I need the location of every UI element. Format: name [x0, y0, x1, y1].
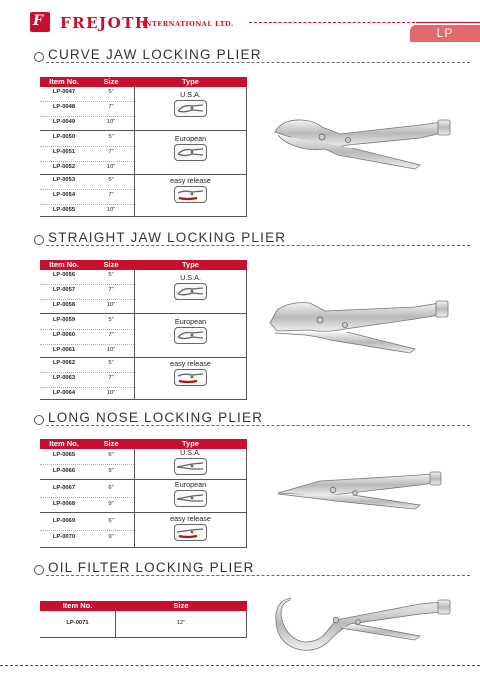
header-rule: [416, 22, 480, 23]
section-rule: [46, 575, 470, 576]
type-label: easy release: [170, 176, 211, 185]
table-header: [40, 601, 247, 611]
item-size: 7": [108, 192, 114, 198]
item-size: 7": [108, 287, 114, 293]
item-size: 10": [106, 119, 116, 125]
row-divider: [40, 344, 134, 345]
section-title-text: CURVE JAW LOCKING PLIER: [48, 47, 265, 62]
row-divider: [40, 329, 134, 330]
section-rule: [46, 62, 470, 63]
bullet-circle-icon: [34, 565, 44, 575]
item-size: 6": [108, 485, 114, 491]
type-usa: [134, 448, 247, 479]
header-type: Type: [182, 260, 199, 269]
group-divider: [40, 130, 247, 131]
group-divider: [40, 174, 247, 175]
easy-release-jaw-icon: [174, 369, 207, 386]
column-divider: [115, 611, 116, 637]
header-divider: [249, 22, 415, 23]
brand-name: FREJOTH: [60, 14, 151, 32]
table-header: [40, 260, 247, 270]
easy-release-jaw-icon: [174, 524, 207, 541]
item-no: LP-0061: [52, 347, 76, 353]
header-size: Size: [173, 601, 189, 610]
section-title-curve-jaw: [30, 46, 470, 64]
row-divider: [40, 284, 134, 285]
row-divider: [40, 372, 134, 373]
item-size: 5": [108, 177, 114, 183]
row-divider: [40, 387, 134, 388]
table-border: [40, 637, 247, 638]
bullet-circle-icon: [34, 235, 44, 245]
brand-logo: [30, 12, 50, 32]
type-european: [134, 317, 247, 348]
row-divider: [40, 299, 134, 300]
european-jaw-icon: [174, 490, 207, 507]
item-no: LP-0064: [52, 390, 76, 396]
item-size: 10": [106, 390, 116, 396]
item-size: 9": [108, 501, 114, 507]
item-no: LP-0051: [52, 149, 76, 155]
straight-jaw-table: [40, 260, 247, 399]
item-size: 5": [108, 272, 114, 278]
item-no: LP-0069: [52, 518, 76, 524]
item-no: LP-0070: [52, 534, 76, 540]
item-size: 9": [108, 534, 114, 540]
item-no: LP-0060: [52, 332, 76, 338]
type-label: European: [174, 317, 207, 326]
item-no: LP-0049: [52, 119, 76, 125]
type-label: U.S.A.: [180, 273, 201, 282]
item-size: 10": [106, 347, 116, 353]
item-size: 6": [108, 452, 114, 458]
long-nose-plier-image: [275, 465, 460, 530]
item-size: 7": [108, 104, 114, 110]
header-type: Type: [182, 77, 199, 86]
section-title-straight-jaw: [30, 229, 470, 247]
table-header: [40, 77, 247, 87]
section-title-text: OIL FILTER LOCKING PLIER: [48, 560, 258, 575]
european-jaw-icon: [174, 144, 207, 161]
oil-filter-table: [40, 601, 247, 637]
table-border: [246, 611, 247, 637]
table-border: [40, 547, 247, 548]
item-size: 7": [108, 149, 114, 155]
item-no: LP-0052: [52, 164, 76, 170]
type-european: [134, 134, 247, 165]
section-title-text: STRAIGHT JAW LOCKING PLIER: [48, 230, 289, 245]
item-no: LP-0048: [52, 104, 76, 110]
curve-jaw-plier-image: [270, 107, 460, 182]
section-title-long-nose: [30, 409, 470, 427]
header-size: Size: [103, 439, 119, 448]
item-no: LP-0056: [52, 272, 76, 278]
item-size: 10": [106, 207, 116, 213]
section-title-text: LONG NOSE LOCKING PLIER: [48, 410, 266, 425]
item-size: 5": [108, 317, 114, 323]
type-easy-release: [134, 514, 247, 545]
european-jaw-icon: [174, 327, 207, 344]
item-size: 7": [108, 375, 114, 381]
group-divider: [40, 357, 247, 358]
section-rule: [46, 425, 470, 426]
item-size: 10": [106, 164, 116, 170]
item-no: LP-0062: [52, 360, 76, 366]
item-no: LP-0066: [52, 468, 76, 474]
row-divider: [40, 464, 134, 465]
item-no: LP-0063: [52, 375, 76, 381]
item-size: 10": [106, 302, 116, 308]
type-easy-release: [134, 359, 247, 390]
row-divider: [40, 204, 134, 205]
logo-letter: F: [33, 13, 43, 29]
usa-jaw-icon: [174, 458, 207, 475]
item-no: LP-0071: [66, 620, 89, 626]
group-divider: [40, 313, 247, 314]
category-tab: LP: [410, 25, 480, 42]
row-divider: [40, 116, 134, 117]
type-label: U.S.A.: [180, 448, 201, 457]
item-no: LP-0050: [52, 134, 76, 140]
item-no: LP-0065: [52, 452, 76, 458]
item-no: LP-0055: [52, 207, 76, 213]
usa-jaw-icon: [174, 100, 207, 117]
footer-divider: [0, 665, 480, 666]
oil-filter-plier-image: [270, 590, 460, 658]
easy-release-jaw-icon: [174, 186, 207, 203]
header-item-no: Item No.: [62, 601, 93, 610]
header-item-no: Item No.: [49, 77, 79, 86]
header-item-no: Item No.: [49, 260, 79, 269]
row-divider: [40, 497, 134, 498]
type-label: U.S.A.: [180, 90, 201, 99]
section-title-oil-filter: [30, 559, 470, 577]
section-rule: [46, 245, 470, 246]
bullet-circle-icon: [34, 415, 44, 425]
item-size: 5": [108, 134, 114, 140]
item-no: LP-0067: [52, 485, 76, 491]
table-border: [40, 216, 247, 217]
item-no: LP-0047: [52, 89, 76, 95]
type-label: easy release: [170, 359, 211, 368]
item-size: 9": [108, 468, 114, 474]
brand-subtitle: INTERNATIONAL LTD.: [142, 20, 234, 28]
row-divider: [40, 146, 134, 147]
item-no: LP-0057: [52, 287, 76, 293]
type-label: European: [174, 134, 207, 143]
item-no: LP-0068: [52, 501, 76, 507]
header-item-no: Item No.: [49, 439, 79, 448]
straight-jaw-plier-image: [265, 285, 460, 365]
row-divider: [40, 189, 134, 190]
type-label: European: [174, 480, 207, 489]
item-no: LP-0059: [52, 317, 76, 323]
header-size: Size: [103, 77, 119, 86]
header-size: Size: [103, 260, 119, 269]
bullet-circle-icon: [34, 52, 44, 62]
row-divider: [40, 161, 134, 162]
group-divider: [40, 512, 247, 513]
usa-jaw-icon: [174, 283, 207, 300]
type-label: easy release: [170, 514, 211, 523]
row-divider: [40, 530, 134, 531]
item-no: LP-0058: [52, 302, 76, 308]
item-size: 12": [176, 620, 186, 626]
row-divider: [40, 101, 134, 102]
table-border: [40, 399, 247, 400]
type-usa: [134, 90, 247, 121]
page-header: [0, 0, 480, 44]
item-no: LP-0054: [52, 192, 76, 198]
type-european: [134, 480, 247, 511]
item-size: 5": [108, 360, 114, 366]
item-no: LP-0053: [52, 177, 76, 183]
header-type: Type: [182, 439, 199, 448]
type-easy-release: [134, 176, 247, 207]
item-size: 6": [108, 518, 114, 524]
type-usa: [134, 273, 247, 304]
curve-jaw-table: [40, 77, 247, 216]
long-nose-table: [40, 439, 247, 547]
item-size: 5": [108, 89, 114, 95]
item-size: 7": [108, 332, 114, 338]
